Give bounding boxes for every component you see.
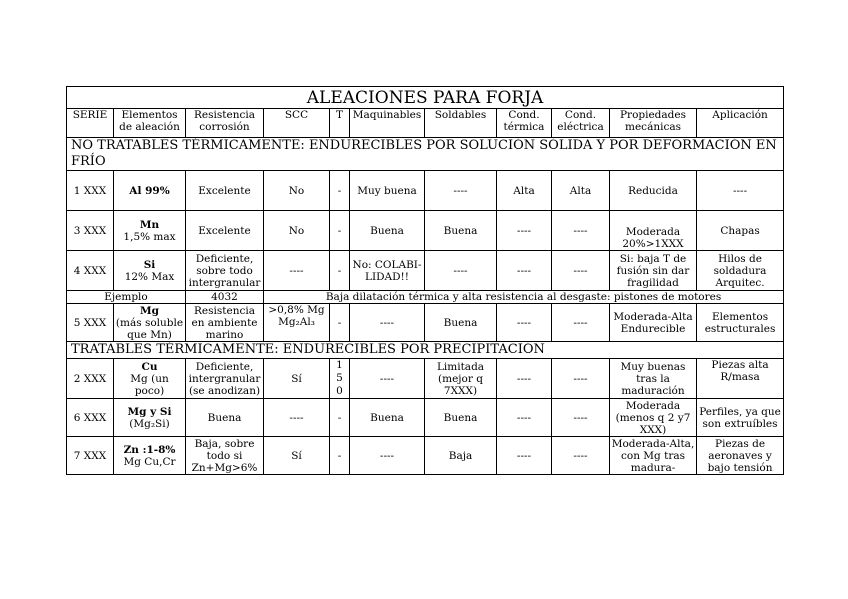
cell-cond-electrica: ----: [552, 304, 610, 342]
cell-maquinables: Buena: [350, 399, 425, 437]
cell-t: -: [330, 304, 350, 342]
cell-resistencia: Baja, sobre todo si Zn+Mg>6%: [186, 437, 264, 475]
cell-elementos: Zn :1-8% Mg Cu,Cr: [114, 437, 186, 475]
cell-soldables: Buena: [425, 304, 497, 342]
table-title: ALEACIONES PARA FORJA: [67, 87, 784, 109]
cell-aplicacion: Hilos de soldadura Arquitec.: [697, 251, 784, 291]
header-soldables: Soldables: [425, 109, 497, 138]
header-propiedades: Propiedades mecánicas: [610, 109, 697, 138]
cell-scc: Sí: [264, 437, 330, 475]
cell-soldables: Buena: [425, 399, 497, 437]
header-cond-electrica: Cond. eléctrica: [552, 109, 610, 138]
cell-serie: 3 XXX: [67, 211, 114, 251]
example-value: 4032: [186, 291, 264, 304]
cell-soldables: Buena: [425, 211, 497, 251]
header-row: [67, 109, 784, 138]
cell-cond-termica: ----: [497, 211, 552, 251]
section-row: [67, 138, 784, 171]
section-no-tratables: NO TRATABLES TÉRMICAMENTE: ENDURECIBLES POR SOLUCIÓN SÓLIDA Y POR DEFORMACIÓN EN FRÍO: [67, 138, 784, 171]
cell-maquinables: No: COLABI-LIDAD!!: [350, 251, 425, 291]
cell-scc: No: [264, 211, 330, 251]
cell-scc: ----: [264, 399, 330, 437]
cell-aplicacion: Perfiles, ya que son extruíbles: [697, 399, 784, 437]
cell-soldables: Baja: [425, 437, 497, 475]
cell-maquinables: Muy buena: [350, 171, 425, 211]
cell-scc: Sí: [264, 359, 330, 399]
cell-serie: 5 XXX: [67, 304, 114, 342]
cell-t: -: [330, 251, 350, 291]
cell-serie: 4 XXX: [67, 251, 114, 291]
cell-serie: 6 XXX: [67, 399, 114, 437]
cell-elementos: Mn 1,5% max: [114, 211, 186, 251]
table-row: [67, 359, 784, 399]
cell-aplicacion: Chapas: [697, 211, 784, 251]
cell-t: -: [330, 211, 350, 251]
cell-resistencia: Buena: [186, 399, 264, 437]
header-aplicacion: Aplicación: [697, 109, 784, 138]
table-row: [67, 437, 784, 475]
section-row: [67, 342, 784, 359]
table-row: [67, 251, 784, 291]
header-elementos: Elementos de aleación: [114, 109, 186, 138]
cell-cond-termica: ----: [497, 251, 552, 291]
cell-resistencia: Resistencia en ambiente marino: [186, 304, 264, 342]
cell-propiedades: Moderada 20%>1XXX: [610, 211, 697, 251]
cell-aplicacion: Piezas de aeronaves y bajo tensión: [697, 437, 784, 475]
cell-serie: 7 XXX: [67, 437, 114, 475]
header-serie: SERIE: [67, 109, 114, 138]
alloy-table-sheet: [66, 86, 783, 475]
cell-cond-electrica: ----: [552, 211, 610, 251]
cell-t: 150: [330, 359, 350, 399]
cell-serie: 2 XXX: [67, 359, 114, 399]
cell-aplicacion: Elementos estructurales: [697, 304, 784, 342]
cell-propiedades: Muy buenas tras la maduración: [610, 359, 697, 399]
cell-cond-termica: ----: [497, 437, 552, 475]
example-text: Baja dilatación térmica y alta resistencia al desgaste: pistones de motores: [264, 291, 784, 304]
table-row: [67, 211, 784, 251]
cell-aplicacion: ----: [697, 171, 784, 211]
cell-t: -: [330, 399, 350, 437]
cell-propiedades: Reducida: [610, 171, 697, 211]
cell-elementos: Al 99%: [114, 171, 186, 211]
cell-resistencia: Deficiente, intergranular (se anodizan): [186, 359, 264, 399]
cell-cond-termica: ----: [497, 399, 552, 437]
header-maquinables: Maquinables: [350, 109, 425, 138]
cell-serie: 1 XXX: [67, 171, 114, 211]
cell-t: -: [330, 437, 350, 475]
cell-soldables: ----: [425, 171, 497, 211]
cell-elementos: Si 12% Max: [114, 251, 186, 291]
cell-propiedades: Moderada-Alta Endurecible: [610, 304, 697, 342]
alloy-table: [66, 86, 784, 475]
header-scc: SCC: [264, 109, 330, 138]
cell-resistencia: Excelente: [186, 171, 264, 211]
cell-maquinables: ----: [350, 304, 425, 342]
header-resistencia: Resistencia corrosión: [186, 109, 264, 138]
table-row: [67, 171, 784, 211]
cell-resistencia: Deficiente, sobre todo intergranular: [186, 251, 264, 291]
cell-soldables: Limitada (mejor q 7XXX): [425, 359, 497, 399]
cell-propiedades: Moderada-Alta, con Mg tras madura-: [610, 437, 697, 475]
cell-cond-electrica: ----: [552, 359, 610, 399]
title-row: [67, 87, 784, 109]
cell-cond-electrica: ----: [552, 399, 610, 437]
cell-elementos: Mg (más soluble que Mn): [114, 304, 186, 342]
cell-cond-termica: ----: [497, 359, 552, 399]
cell-maquinables: Buena: [350, 211, 425, 251]
table-row: [67, 304, 784, 342]
table-row: [67, 399, 784, 437]
cell-t: -: [330, 171, 350, 211]
cell-maquinables: ----: [350, 437, 425, 475]
cell-cond-termica: Alta: [497, 171, 552, 211]
cell-elementos: Mg y Si (Mg₂Si): [114, 399, 186, 437]
cell-scc: No: [264, 171, 330, 211]
example-row: [67, 291, 784, 304]
cell-cond-termica: ----: [497, 304, 552, 342]
cell-aplicacion: Piezas alta R/masa: [697, 359, 784, 399]
header-t: T: [330, 109, 350, 138]
cell-propiedades: Moderada (menos q 2 y7 XXX): [610, 399, 697, 437]
cell-cond-electrica: ----: [552, 251, 610, 291]
cell-scc: >0,8% Mg Mg₂Al₃: [264, 304, 330, 342]
cell-soldables: ----: [425, 251, 497, 291]
cell-elementos: Cu Mg (un poco): [114, 359, 186, 399]
header-cond-termica: Cond. térmica: [497, 109, 552, 138]
cell-scc: ----: [264, 251, 330, 291]
cell-cond-electrica: ----: [552, 437, 610, 475]
cell-resistencia: Excelente: [186, 211, 264, 251]
cell-cond-electrica: Alta: [552, 171, 610, 211]
example-label: Ejemplo: [67, 291, 186, 304]
cell-propiedades: Si: baja T de fusión sin dar fragilidad: [610, 251, 697, 291]
cell-maquinables: ----: [350, 359, 425, 399]
section-tratables: TRATABLES TÉRMICAMENTE: ENDURECIBLES POR PRECIPITACIÓN: [67, 342, 784, 359]
